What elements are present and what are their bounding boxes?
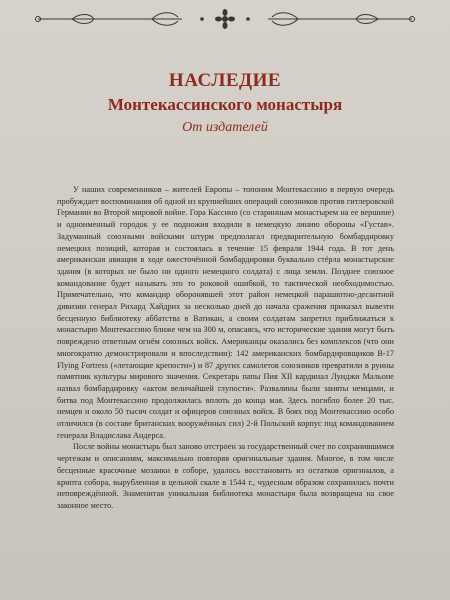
title-line-1: НАСЛЕДИЕ [168, 70, 282, 91]
subtitle: От издателей [182, 120, 268, 135]
title-line-2: Монтекассинского монастыря [107, 95, 343, 114]
paragraph-1: У наших современников – жителей Европы – топоним Монтекассино в первую очередь пробуждает воспоминания об одной из крупнейших операций союзников против гитлеровской Германии во Второй мировой войне. Гора Кассино (со старинным монастырем на ее вершине) и одноименный городок у ее подножия входили в немецкую линию обороны «Густав». Задуманный союзными войсками штурм предполагал предварительную бомбардировку немецких позиций, которая и состоялась в течение 15 февраля 1944 года. В тот день американская авиация в ходе ожесточённой бомбардировки буквально стёрла монастырские здания (в которых не было ни одного немецкого солдата) с лица земли. Позднее союзное командование будет называть это то роковой ошибкой, то тактической необходимостью. Примечательно, что командир оборонявшей этот район немецкой парашютно-десантной дивизии генерал Рихард Хайдрих за несколько дней до начала сражения приказал вывезти бесценную библиотеку аббатства в Ватикан, а своим солдатам запретил приближаться к монастырю Монтекассино ближе чем на 300 м, опасаясь, что исторические здания могут быть повреждено ответным огнём союзных войск. Американцы оказались без комплексов (что они многократно демонстрировали и впоследствии): 142 американских бомбардировщиков B-17 Flying Fortress («летающие крепости») и 87 других самолетов союзников превратили в руины памятник культуры мирового значения. Секретарь папы Пия XII кардинал Луиджи Мальоне назвал бомбардировку «актом величайшей глупости». Развалины были заняты немцами, и битва под Монтекассино продолжилась вплоть до конца мая. Здесь погибло более 20 тыс. немцев и около 50 тысяч солдат и офицеров союзных войск. В боях под Монтекассино особо отличился (в составе британских вооружённых сил) 2-й Польский корпус под командованием генерала Владислава Андерса. [57, 185, 394, 440]
corner-mark: ‹ [6, 586, 9, 596]
article-body [57, 184, 394, 512]
floral-ornament-icon [32, 8, 418, 30]
paragraph-2: После войны монастырь был заново отстроен за государственный счет по сохранившимся чертежам и описаниям, максимально повторяя оригинальные здания. Многое, в том числе бесценные красочные мозаики в соборе, удалось восстановить из остатков оригиналов, а крипта собора, вырубленная в цельной скале в 1544 г., чудесным образом сохранилась почти неповреждённой. Знаменитая уникальная библиотека монастыря была возвращена на свое законное место. [57, 442, 394, 510]
